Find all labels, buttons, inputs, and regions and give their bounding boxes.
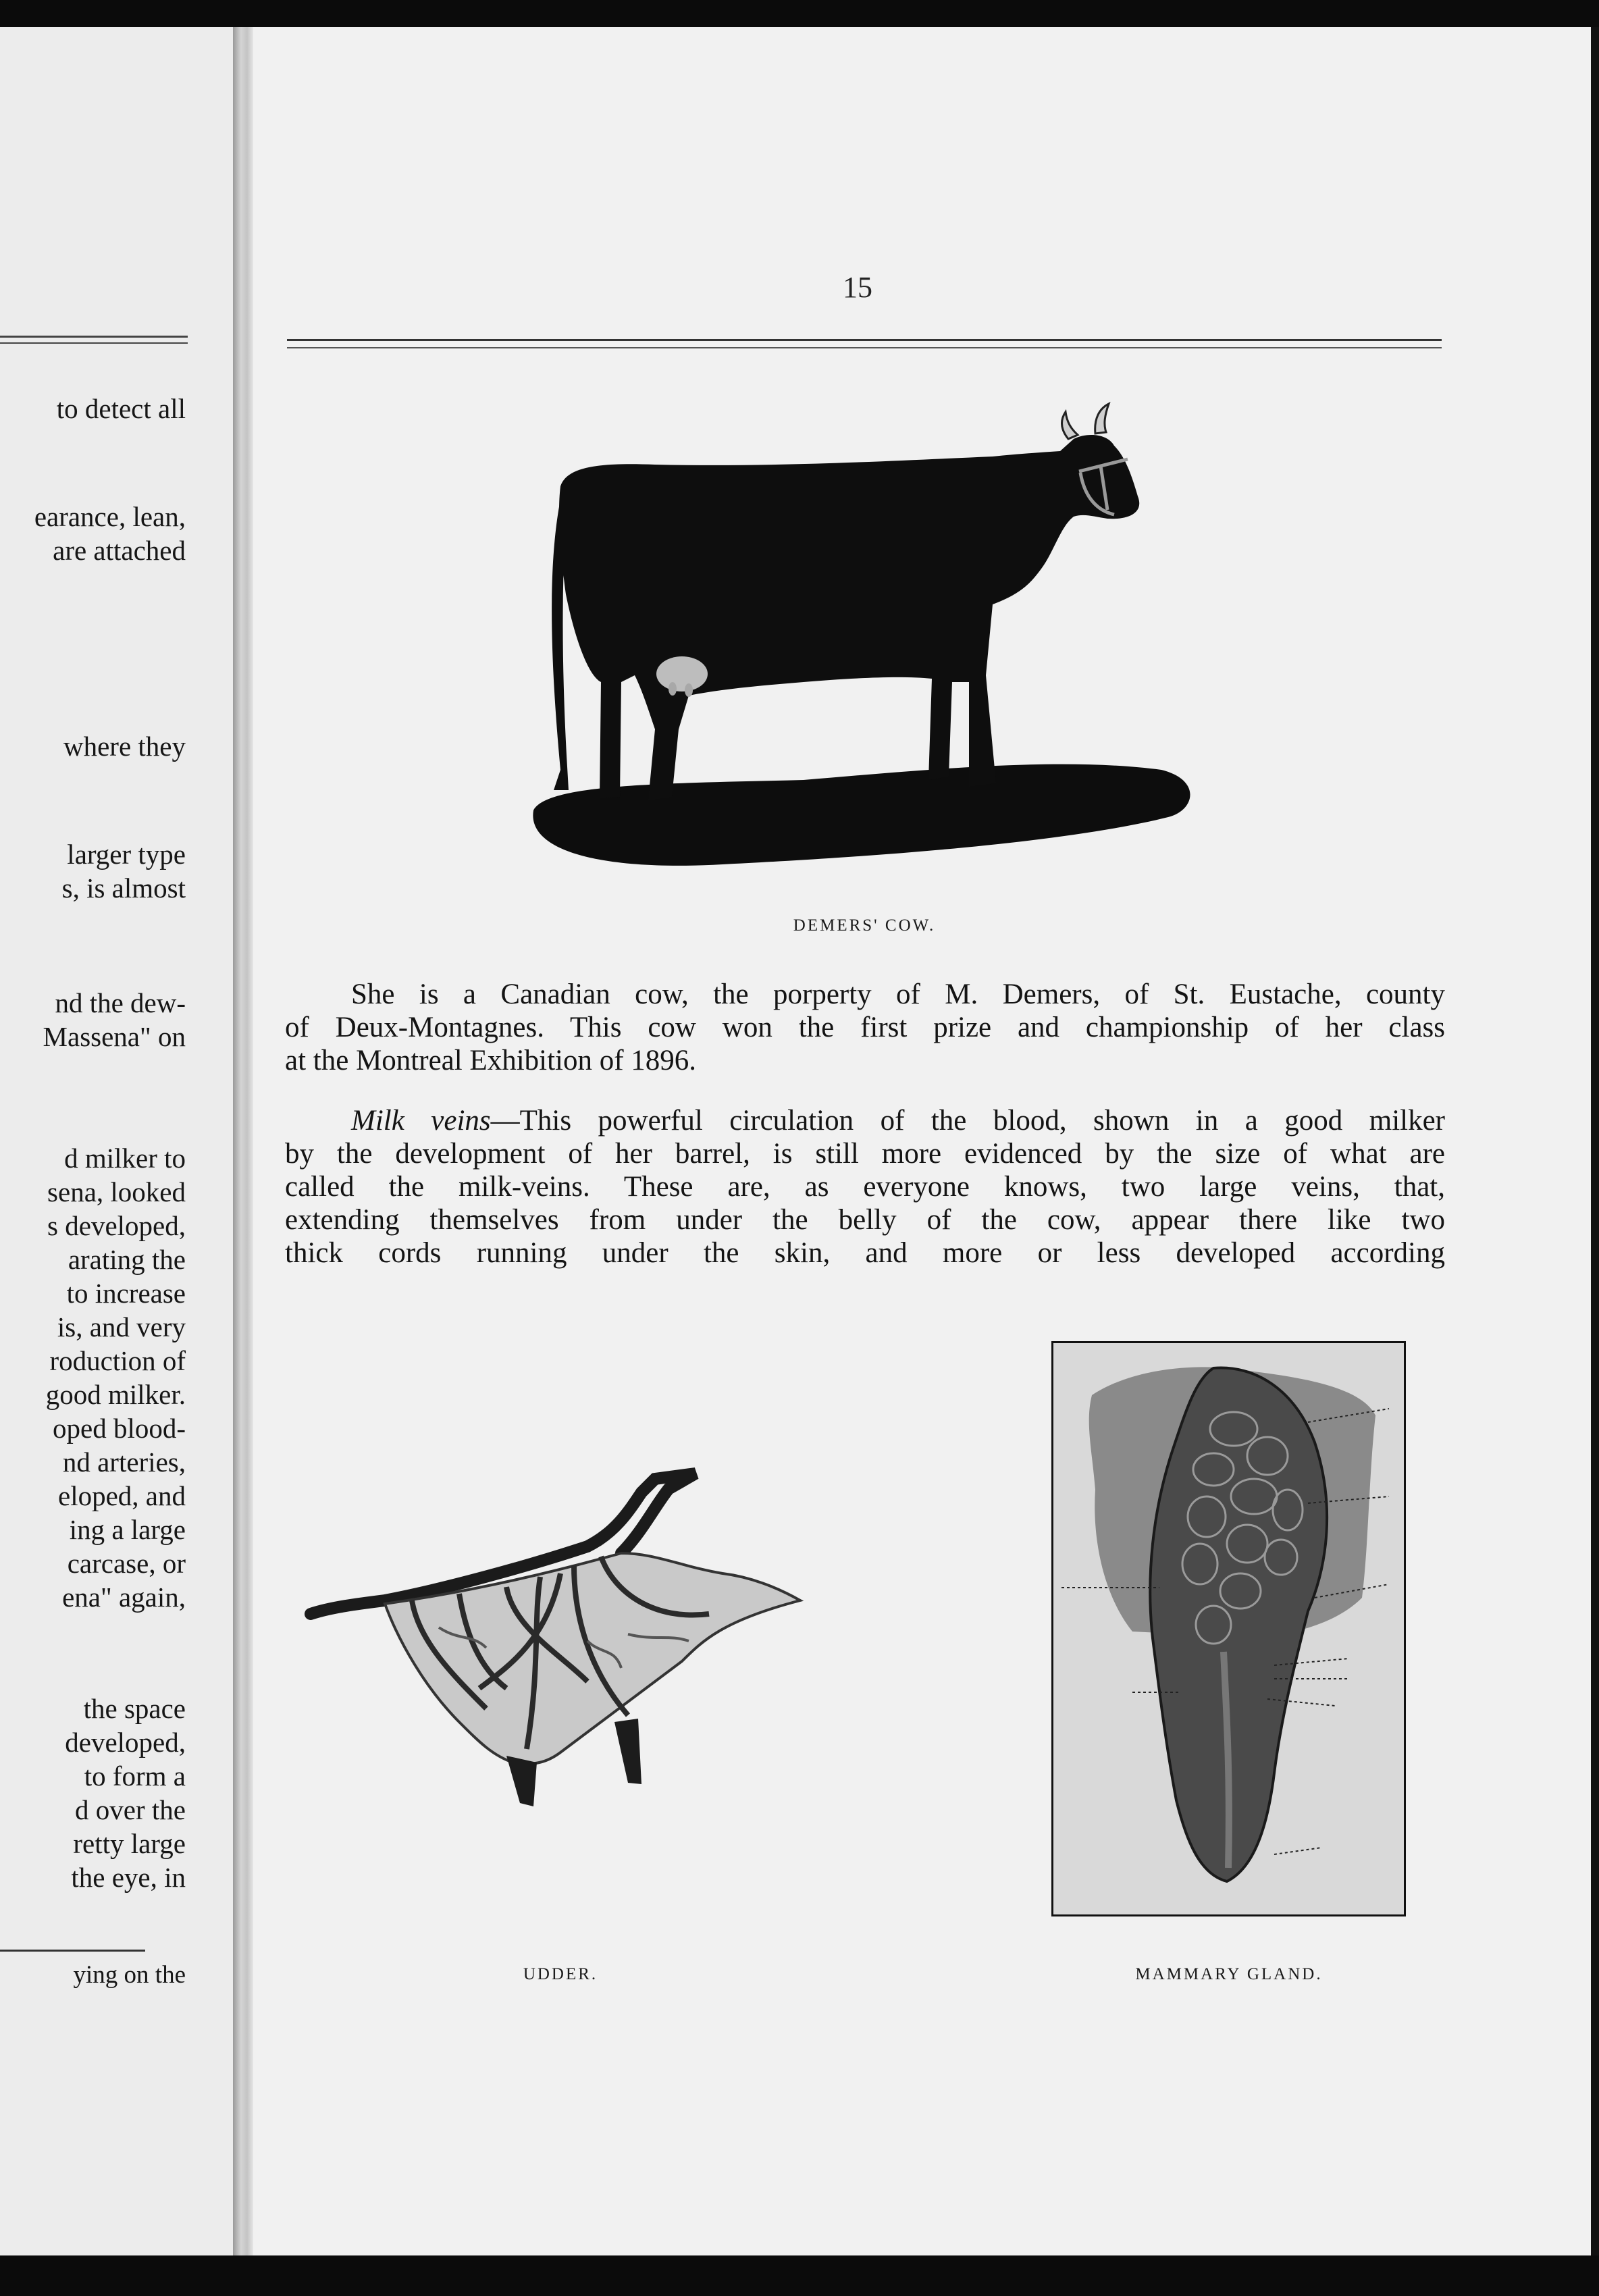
left-page-line: to form a — [84, 1760, 186, 1792]
left-page-line: larger type — [67, 839, 186, 870]
left-page-line: d over the — [75, 1794, 186, 1825]
left-page-line: roduction of — [49, 1345, 186, 1376]
udder-illustration — [304, 1465, 804, 1830]
left-page-footnote-line: ying on the — [73, 1961, 186, 1989]
left-page-line: earance, lean, — [34, 501, 186, 532]
left-page-line: ena" again, — [62, 1582, 186, 1613]
previous-page-fragment — [0, 27, 233, 2255]
paragraph-line: called the milk-veins. These are, as everyone knows, two large veins, that, — [285, 1171, 1445, 1203]
left-page-header-rule-2 — [0, 342, 188, 344]
mammary-gland-figure-caption: MAMMARY GLAND. — [1135, 1965, 1323, 1983]
paragraph-line: thick cords running under the skin, and more or less developed according — [285, 1237, 1445, 1269]
paragraph-line — [285, 1104, 1445, 1137]
milk-veins-heading: Milk veins — [351, 1105, 491, 1137]
left-page-line: the space — [83, 1693, 186, 1724]
left-page-line: arating the — [68, 1244, 186, 1275]
left-page-footnote-rule — [0, 1950, 145, 1952]
left-page-line: to increase — [66, 1278, 186, 1309]
left-page-line: retty large — [73, 1828, 186, 1859]
scan-edge — [1591, 27, 1599, 2255]
paragraph-line: She is a Canadian cow, the porperty of M. Demers, of St. Eustache, county — [351, 979, 1445, 1010]
book-gutter — [233, 27, 253, 2255]
left-page-line: Massena" on — [43, 1021, 186, 1052]
left-page-line: oped blood- — [53, 1413, 186, 1444]
paragraph-demers-cow — [285, 978, 1445, 1077]
left-page-line: to detect all — [56, 393, 186, 424]
left-page-line: nd the dew- — [55, 987, 186, 1018]
paragraph-milk-veins — [285, 1104, 1445, 1270]
left-page-line: where they — [63, 731, 186, 762]
left-page-header-rule — [0, 336, 188, 338]
left-page-line: s developed, — [47, 1210, 186, 1241]
left-page-line: developed, — [65, 1727, 186, 1758]
left-page-line: carcase, or — [67, 1548, 186, 1579]
left-page-line: eloped, and — [58, 1480, 186, 1511]
paragraph-line-text: —This powerful circulation of the blood, shown in a good milker — [490, 1105, 1445, 1137]
left-page-line: ing a large — [69, 1514, 186, 1545]
paragraph-line: by the development of her barrel, is still more evidenced by the size of what are — [285, 1138, 1445, 1170]
left-page-line: d milker to — [64, 1143, 186, 1174]
left-page-line: nd arteries, — [62, 1446, 186, 1478]
mammary-gland-illustration — [1051, 1341, 1406, 1916]
cow-figure-caption: DEMERS' COW. — [793, 916, 936, 935]
left-page-line: s, is almost — [61, 872, 186, 904]
cow-illustration — [520, 392, 1209, 885]
header-rule — [287, 339, 1442, 348]
paragraph-line: at the Montreal Exhibition of 1896. — [285, 1045, 697, 1076]
left-page-line: is, and very — [57, 1311, 186, 1342]
left-page-line: the eye, in — [71, 1862, 186, 1893]
left-page-line: are attached — [53, 535, 186, 566]
page-number: 15 — [843, 271, 872, 304]
udder-figure-caption: UDDER. — [523, 1965, 598, 1983]
left-page-line: sena, looked — [47, 1176, 186, 1207]
paragraph-line: extending themselves from under the belly of the cow, appear there like two — [285, 1204, 1445, 1236]
paragraph-line: of Deux-Montagnes. This cow won the first prize and championship of her class — [285, 1012, 1445, 1043]
left-page-line: good milker. — [45, 1379, 186, 1410]
